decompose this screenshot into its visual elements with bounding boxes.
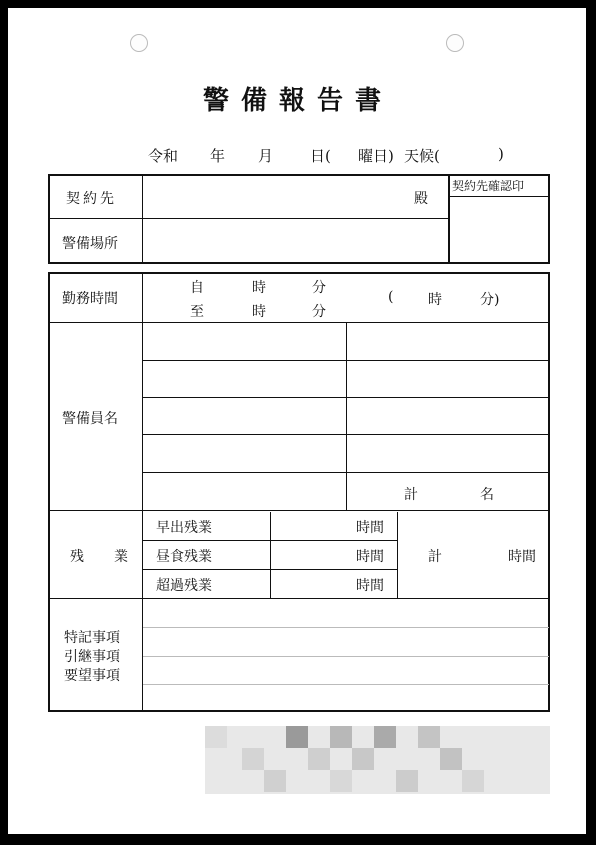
confirm-label: 契約先確認印 [452, 179, 525, 193]
lunch-overtime-field[interactable] [274, 543, 352, 567]
overtime-label: 残 業 [70, 549, 136, 565]
overtime-total-unit: 時間 [508, 549, 536, 565]
guards-total-unit: 名 [480, 487, 494, 503]
from-hour-label: 時 [252, 280, 266, 296]
early-overtime-field[interactable] [274, 514, 352, 538]
excess-overtime-field[interactable] [274, 572, 352, 596]
site-field[interactable] [146, 222, 442, 260]
early-overtime-label: 早出残業 [156, 520, 212, 536]
guard-name-field[interactable] [350, 363, 546, 394]
form-title: 警備報告書 [202, 86, 393, 116]
guard-name-field[interactable] [350, 326, 546, 357]
to-label: 至 [190, 304, 204, 320]
excess-overtime-unit: 時間 [356, 578, 384, 594]
binder-hole-left [130, 34, 148, 52]
duration-open: ( [388, 289, 394, 305]
weather-close: ) [498, 145, 504, 163]
duration-minute-label: 分) [480, 292, 500, 308]
work-time-label: 勤務時間 [62, 291, 118, 307]
notes-handover-label: 引継事項 [64, 649, 120, 665]
client-label: 契約先 [66, 191, 117, 207]
excess-overtime-label: 超過残業 [156, 578, 212, 594]
year-label: 年 [210, 147, 226, 165]
from-label: 自 [190, 280, 204, 296]
lunch-overtime-label: 昼食残業 [156, 549, 212, 565]
site-label: 警備場所 [62, 236, 118, 252]
binder-hole-right [446, 34, 464, 52]
notes-request-label: 要望事項 [64, 668, 120, 684]
day-label: 日( [310, 147, 331, 165]
guard-name-field[interactable] [350, 400, 546, 431]
notes-field[interactable] [146, 602, 546, 708]
date-line [0, 145, 596, 165]
guard-name-field[interactable] [146, 400, 342, 431]
guard-name-field[interactable] [146, 363, 342, 394]
guards-total-label: 計 [404, 487, 418, 503]
duration-hour-label: 時 [428, 292, 442, 308]
guard-name-field[interactable] [146, 475, 342, 507]
to-hour-label: 時 [252, 304, 266, 320]
to-minute-label: 分 [312, 304, 326, 320]
era-label: 令和 [148, 147, 179, 165]
client-honorific: 殿 [414, 191, 428, 207]
weekday-label: 曜日) [358, 147, 394, 165]
guards-label: 警備員名 [62, 411, 118, 427]
guard-name-field[interactable] [146, 326, 342, 357]
month-label: 月 [258, 147, 274, 165]
guard-name-field[interactable] [350, 437, 546, 469]
weather-label: 天候( [404, 147, 440, 165]
overtime-total-label: 計 [428, 549, 442, 565]
from-minute-label: 分 [312, 280, 326, 296]
notes-special-label: 特記事項 [64, 630, 120, 646]
lunch-overtime-unit: 時間 [356, 549, 384, 565]
early-overtime-unit: 時間 [356, 520, 384, 536]
client-field[interactable] [146, 178, 406, 214]
guard-name-field[interactable] [146, 437, 342, 469]
